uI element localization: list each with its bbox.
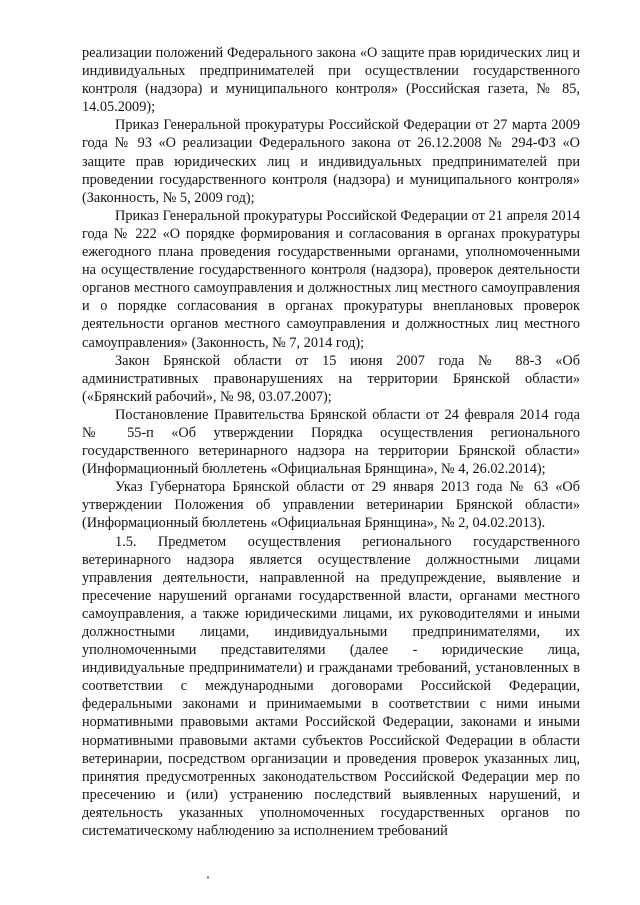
document-body [82, 44, 580, 840]
paragraph-order-222: Приказ Генеральной прокуратуры Российской Федерации от 21 апреля 2014 года № 222 «О порядке формирования и согласования в органах прокуратуры ежегодного плана проведения государственными органами, уполномоченными на осуществление государственного контроля (надзора), проверок деятельности органов местного самоуправления и должностных лиц местного самоуправления и о порядке согласования в органах прокуратуры внеплановых проверок деятельности органов местного самоуправления и должностных лиц местного самоуправления» (Законность, № 7, 2014 год); [82, 207, 580, 351]
paragraph-decree-63: Указ Губернатора Брянской области от 29 января 2013 года № 63 «Об утверждении Положения об управлении ветеринарии Брянской области» (Информационный бюллетень «Официальная Брянщина», № 2, 04.02.2013). [82, 479, 580, 532]
paragraph-resolution-55-p: Постановление Правительства Брянской области от 24 февраля 2014 года № 55-п «Об утверждении Порядка осуществления регионального государственного ветеринарного надзора на территории Брянской области» (Информационный бюллетень «Официальная Брянщина», № 4, 26.02.2014); [82, 406, 580, 478]
scan-speck [207, 876, 209, 879]
paragraph-law-294-continuation: реализации положений Федерального закона «О защите прав юридических лиц и индивидуальных предпринимателей при осуществлении государственного контроля (надзора) и муниципального контроля» (Российская газета, № 85, 14.05.2009); [82, 45, 580, 116]
paragraph-1-5-subject: 1.5. Предметом осуществления регионального государственного ветеринарного надзора является осуществление должностными лицами управления деятельности, направленной на предупреждение, выявление и пресечение нарушений органами государственной власти, органами местного самоуправления, а также юридическими лицами, их руководителями и иными должностными лицами, индивидуальными предпринимателями, их уполномоченными представителями (далее - юридические лица, индивидуальные предприниматели) и гражданами требований, установленных в соответствии с международными договорами Российской Федерации, федеральными законами и принимаемыми в соответствии с ними иными нормативными правовыми актами Российской Федерации, законами и иными нормативными правовыми актами субъектов Российской Федерации в области ветеринарии, посредством организации и проведения проверок указанных лиц, принятия предусмотренных законодательством Российской Федерации мер по пресечению и (или) устранению последствий выявленных нарушений, и деятельность указанных уполномоченных государственных органов по систематическому наблюдению за исполнением требований [82, 533, 580, 840]
paragraph-law-88-z: Закон Брянской области от 15 июня 2007 года № 88-З «Об административных правонарушениях на территории Брянской области» («Брянский рабочий», № 98, 03.07.2007); [82, 352, 580, 405]
paragraph-order-93: Приказ Генеральной прокуратуры Российской Федерации от 27 марта 2009 года № 93 «О реализации Федерального закона от 26.12.2008 № 294-ФЗ «О защите прав юридических лиц и индивидуальных предпринимателей при проведении государственного контроля (надзора) и муниципального контроля» (Законность, № 5, 2009 год); [82, 117, 580, 206]
